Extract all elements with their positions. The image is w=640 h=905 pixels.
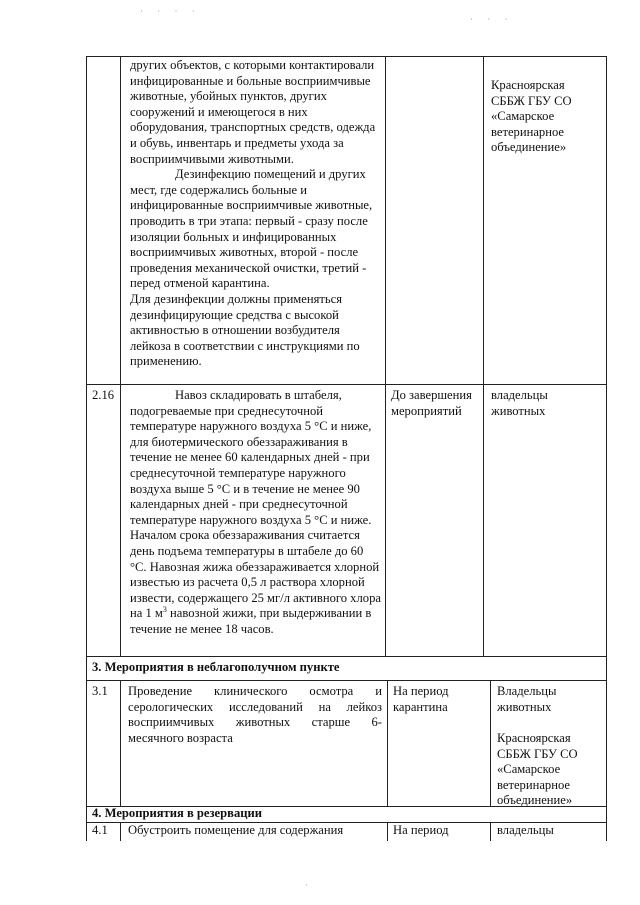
superscript: 3 bbox=[162, 605, 167, 615]
text-part: навозной жижи, при выдерживании в течение не менее 18 часов. bbox=[130, 606, 372, 636]
table-left-border bbox=[86, 56, 87, 841]
row-divider bbox=[86, 384, 607, 385]
table-top-border bbox=[86, 56, 607, 57]
col-divider bbox=[387, 822, 388, 841]
col-divider bbox=[490, 822, 491, 841]
col-divider bbox=[120, 56, 121, 656]
col-divider bbox=[490, 680, 491, 806]
paragraph: Дезинфекцию помещений и других мест, где содержались больные и инфицированные восприимчивые животные, проводить в три этапа: первый - сразу после изоляции больных и инфицированных восприимчивых животных, второй - после проведения механической очистки, третий - перед отменой карантина. bbox=[130, 167, 373, 291]
responsible-party: Владельцы животных bbox=[497, 684, 557, 714]
item-number: 3.1 bbox=[92, 684, 108, 698]
responsible-party: Красноярская СББЖ ГБУ СО «Самарское ветеринарное объединение» bbox=[491, 78, 572, 155]
term: На период карантина bbox=[393, 684, 449, 714]
measure-description bbox=[130, 58, 382, 370]
paragraph: других объектов, с которыми контактировали инфицированные и больные восприимчивые животные, убойных пунктов, других сооружений и имеющегося в них оборудования, транспортных средств, одежда и обувь, инвентарь и предметы ухода за восприимчивыми животными. bbox=[130, 58, 376, 166]
col-divider bbox=[483, 56, 484, 656]
measure-description: Проведение клинического осмотра и серологических исследований на лейкоз восприимчивых животных старше 6-месячного возраста bbox=[128, 684, 382, 745]
term: На период bbox=[393, 823, 449, 837]
col-divider bbox=[385, 56, 386, 656]
responsible-party: владельцы животных bbox=[491, 388, 548, 418]
row-divider bbox=[86, 656, 607, 657]
item-number: 4.1 bbox=[92, 823, 108, 837]
item-number: 2.16 bbox=[92, 388, 115, 402]
scan-noise: · bbox=[305, 880, 314, 890]
measure-description bbox=[130, 388, 382, 638]
term: До завершения мероприятий bbox=[391, 388, 472, 418]
paragraph: Для дезинфекции должны применяться дезинфицирующие средства с высокой активностью в отношении возбудителя лейкоза в соответствии с инструкциями по применению. bbox=[130, 291, 360, 369]
col-divider bbox=[387, 680, 388, 806]
section-heading: 3. Мероприятия в неблагополучном пункте bbox=[92, 660, 340, 674]
col-divider bbox=[120, 822, 121, 841]
section-heading: 4. Мероприятия в резервации bbox=[92, 806, 263, 820]
scan-noise: · · · · bbox=[140, 6, 201, 16]
text-part: Навоз складировать в штабеля, подогреваемые при среднесуточной температуре наружного воздуха 5 °С и ниже, для биотермического обеззараживания в течение не менее 60 календарных дней - при среднесуточной температуре наружного воздуха выше 5 °С и в течение не менее 90 календарных дней - при среднесуточной температуре наружного воздуха 5 °С и ниже. Началом срока обеззараживания считается день подъема температуры в штабеле до 60 °С. Навозная жижа обеззараживается хлорной известью из расчета 0,5 л раствора хлорной извести, содержащего 25 мг/л активного хлора на 1 м bbox=[130, 388, 381, 621]
responsible-party: Красноярская СББЖ ГБУ СО «Самарское ветеринарное объединение» bbox=[497, 731, 578, 808]
scan-noise: · · · bbox=[470, 14, 514, 24]
col-divider bbox=[120, 680, 121, 806]
row-divider bbox=[86, 680, 607, 681]
responsible-party: владельцы bbox=[497, 823, 554, 837]
measure-description: Обустроить помещение для содержания bbox=[128, 823, 344, 837]
table-right-border bbox=[606, 56, 607, 841]
